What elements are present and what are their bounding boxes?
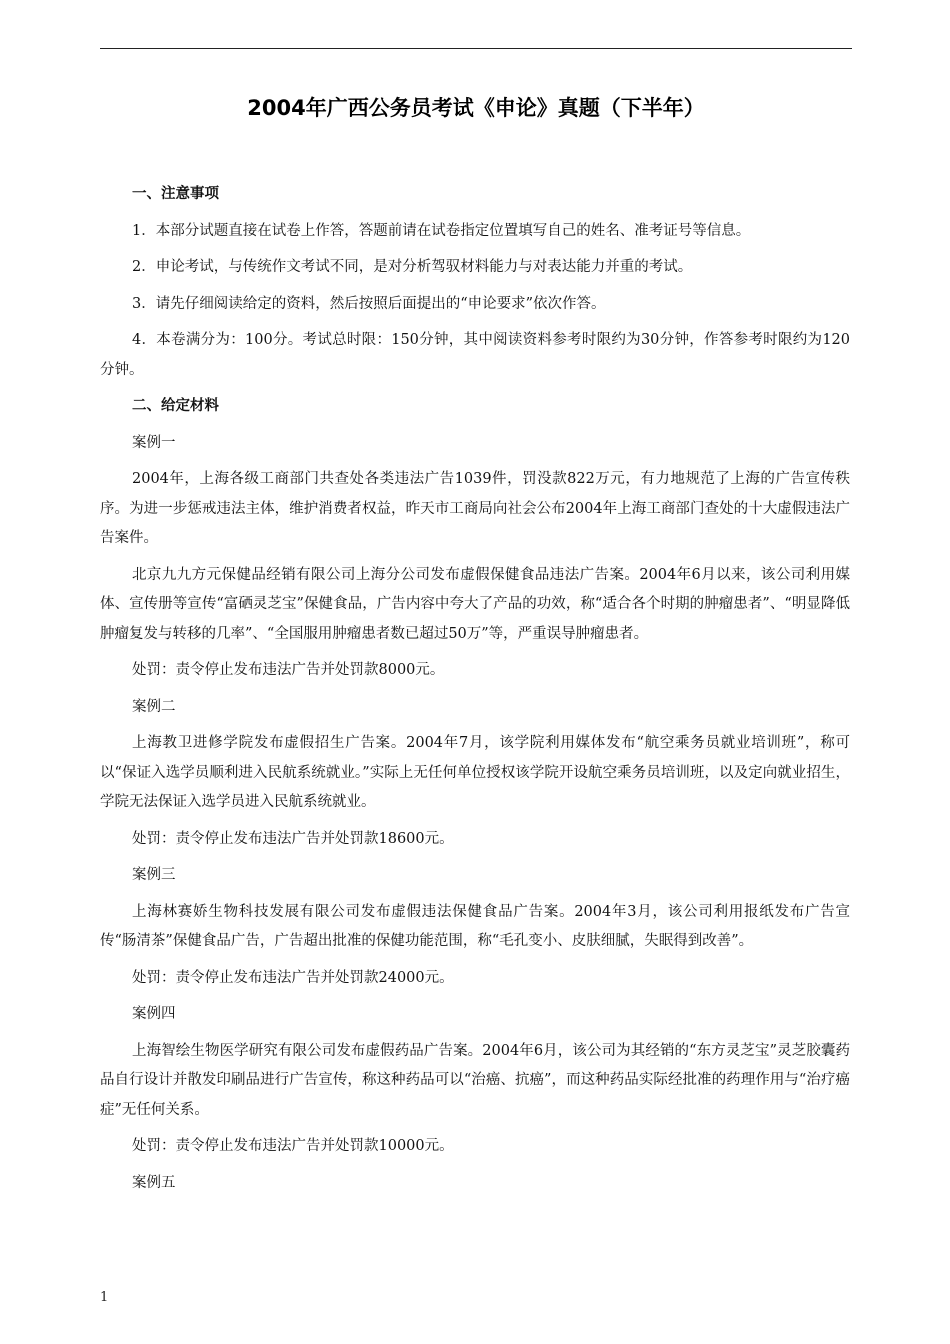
case-3-body: 上海林赛娇生物科技发展有限公司发布虚假违法保健食品广告案。2004年3月，该公司利用报纸发布广告宣传“肠清茶”保健食品广告，广告超出批准的保健功能范围，称“毛孔变小、皮肤细腻，失眠得到改善”。	[100, 903, 850, 949]
page-title: 2004年广西公务员考试《申论》真题（下半年）	[247, 96, 705, 120]
notice-item-2: 2．申论考试，与传统作文考试不同，是对分析驾驭材料能力与对表达能力并重的考试。	[132, 259, 693, 275]
case-4-body: 上海智绘生物医学研究有限公司发布虚假药品广告案。2004年6月，该公司为其经销的“东方灵芝宝”灵芝胶囊药品自行设计并散发印刷品进行广告宣传，称这种药品可以“治癌、抗癌”，而这种药品实际经批准的药理作用与“治疗癌症”无任何关系。	[100, 1042, 850, 1118]
case-3-penalty: 处罚：责令停止发布违法广告并处罚款24000元。	[132, 969, 454, 986]
case-3-label: 案例三	[132, 867, 176, 883]
header-rule	[100, 48, 852, 49]
notice-item-1: 1．本部分试题直接在试卷上作答，答题前请在试卷指定位置填写自己的姓名、准考证号等信息。	[132, 222, 751, 239]
case-1-penalty: 处罚：责令停止发布违法广告并处罚款8000元。	[132, 662, 445, 678]
section-heading-notice: 一、注意事项	[132, 186, 219, 202]
case-2-body: 上海教卫进修学院发布虚假招生广告案。2004年7月，该学院利用媒体发布“航空乘务员就业培训班”，称可以“保证入选学员顺利进入民航系统就业。”实际上无任何单位授权该学院开设航空乘务员培训班，以及定向就业招生，学院无法保证入选学员进入民航系统就业。	[100, 735, 850, 810]
case-2-penalty: 处罚：责令停止发布违法广告并处罚款18600元。	[132, 830, 454, 847]
section-heading-materials: 二、给定材料	[132, 398, 219, 414]
notice-item-3: 3．请先仔细阅读给定的资料，然后按照后面提出的“申论要求”依次作答。	[132, 295, 606, 312]
case-1-body: 北京九九方元保健品经销有限公司上海分公司发布虚假保健食品违法广告案。2004年6月以来，该公司利用媒体、宣传册等宣传“富硒灵芝宝”保健食品，广告内容中夸大了产品的功效，称“适合各个时期的肿瘤患者”、“明显降低肿瘤复发与转移的几率”、“全国服用肿瘤患者数已超过50万”等，严重误导肿瘤患者。	[100, 566, 850, 642]
case-2-label: 案例二	[132, 698, 176, 715]
document-body	[100, 180, 850, 1205]
case-1-intro: 2004年，上海各级工商部门共查处各类违法广告1039件，罚没款822万元，有力地规范了上海的广告宣传秩序。为进一步惩戒违法主体，维护消费者权益，昨天市工商局向社会公布2004年上海工商部门查处的十大虚假违法广告案件。	[100, 471, 850, 546]
page-number: 1	[100, 1290, 109, 1305]
case-1-label: 案例一	[132, 434, 176, 451]
case-4-label: 案例四	[132, 1006, 176, 1022]
case-5-label: 案例五	[132, 1174, 176, 1191]
case-4-penalty: 处罚：责令停止发布违法广告并处罚款10000元。	[132, 1138, 454, 1154]
notice-item-4: 4．本卷满分为：100分。考试总时限：150分钟，其中阅读资料参考时限约为30分钟，作答参考时限约为120分钟。	[100, 332, 850, 378]
